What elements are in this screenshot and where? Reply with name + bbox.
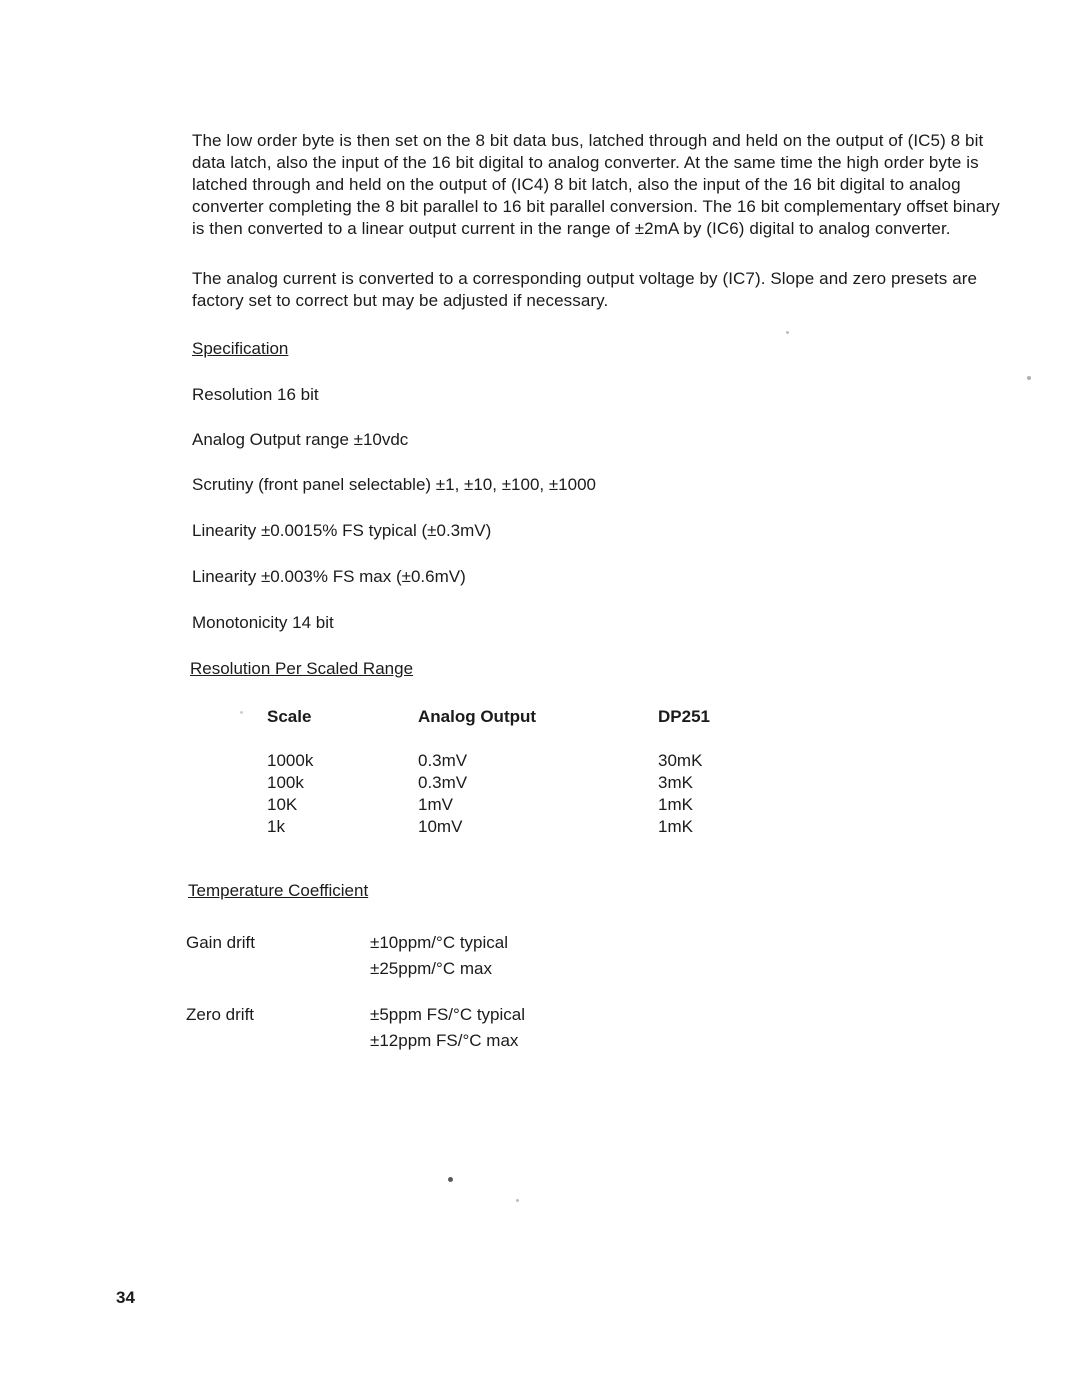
specification-heading: Specification	[192, 339, 289, 358]
spec-scrutiny: Scrutiny (front panel selectable) ±1, ±10, ±100, ±1000	[192, 475, 596, 494]
paragraph-analog-current: The analog current is converted to a corresponding output voltage by (IC7). Slope and zero presets are factory set to correct but may be adjusted if necessary.	[192, 269, 978, 310]
column-header-dp251: DP251	[658, 707, 710, 726]
table-cell: 1mV	[418, 795, 453, 814]
zero-drift-label: Zero drift	[186, 1005, 255, 1024]
resolution-per-scaled-range-heading: Resolution Per Scaled Range	[190, 659, 414, 678]
table-cell: 10K	[267, 795, 298, 814]
column-header-scale: Scale	[267, 707, 312, 726]
paragraph-conversion-detail: The low order byte is then set on the 8 bit data bus, latched through and held on the output of (IC5) 8 bit data latch, also the input of the 16 bit digital to analog converter. At the same time the high order byte is latched through and held on the output of (IC4) 8 bit latch, also the input of the 16 bit digital to analog converter completing the 8 bit parallel to 16 bit parallel conversion. The 16 bit complementary offset binary is then converted to a linear output current in the range of ±2mA by (IC6) digital to analog converter.	[192, 131, 1000, 238]
page-number: 34	[116, 1288, 135, 1307]
spec-linearity-max: Linearity ±0.003% FS max (±0.6mV)	[192, 567, 466, 586]
gain-drift-max: ±25ppm/°C max	[370, 959, 492, 978]
table-cell: 100k	[267, 773, 304, 792]
scan-speck	[448, 1177, 453, 1182]
table-cell: 1000k	[267, 751, 314, 770]
table-cell: 1k	[267, 817, 285, 836]
gain-drift-typical: ±10ppm/°C typical	[370, 933, 509, 952]
spec-analog-output-range: Analog Output range ±10vdc	[192, 430, 409, 449]
table-cell: 0.3mV	[418, 751, 468, 770]
spec-resolution: Resolution 16 bit	[192, 385, 319, 404]
scan-speck	[240, 711, 243, 714]
resolution-table	[267, 750, 867, 838]
zero-drift-values	[370, 1002, 525, 1054]
table-cell: 3mK	[658, 773, 693, 792]
table-cell: 1mK	[658, 817, 693, 836]
gain-drift-row	[186, 930, 508, 982]
table-cell: 10mV	[418, 817, 463, 836]
zero-drift-max: ±12ppm FS/°C max	[370, 1031, 519, 1050]
spec-linearity-typical: Linearity ±0.0015% FS typical (±0.3mV)	[192, 521, 492, 540]
scan-speck	[516, 1199, 519, 1202]
column-header-analog-output: Analog Output	[418, 707, 537, 726]
table-cell: 1mK	[658, 795, 693, 814]
resolution-table-header	[267, 706, 867, 728]
gain-drift-values	[370, 930, 508, 982]
zero-drift-typical: ±5ppm FS/°C typical	[370, 1005, 526, 1024]
table-cell: 30mK	[658, 751, 703, 770]
gain-drift-label: Gain drift	[186, 933, 255, 952]
scan-speck	[1027, 376, 1031, 380]
spec-monotonicity: Monotonicity 14 bit	[192, 613, 334, 632]
scan-speck	[786, 331, 789, 334]
zero-drift-row	[186, 1002, 525, 1054]
table-cell: 0.3mV	[418, 773, 468, 792]
temperature-coefficient-heading: Temperature Coefficient	[188, 881, 369, 900]
